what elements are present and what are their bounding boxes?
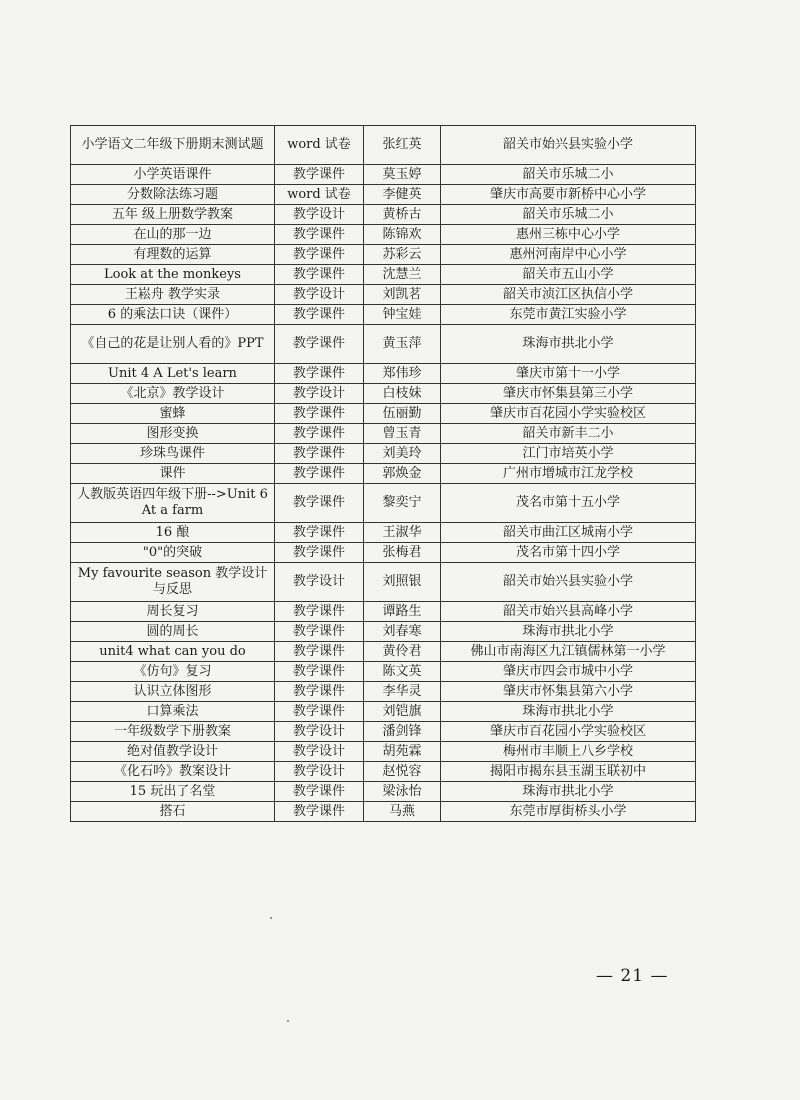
row-school-cell: 韶关市乐城二小 [441, 165, 696, 185]
table-row [71, 265, 696, 285]
row-title-cell: 周长复习 [71, 602, 275, 622]
row-type-cell: 教学设计 [275, 384, 364, 404]
row-author-cell: 王淑华 [364, 523, 441, 543]
scan-speck [270, 917, 272, 919]
row-type-cell: 教学设计 [275, 563, 364, 602]
row-author-cell: 郭焕金 [364, 464, 441, 484]
row-title-cell: 《自己的花是让别人看的》PPT [71, 325, 275, 364]
row-school-cell: 韶关市浈江区执信小学 [441, 285, 696, 305]
table-row [71, 384, 696, 404]
row-title-cell: 16 酿 [71, 523, 275, 543]
row-school-cell: 肇庆市怀集县第六小学 [441, 682, 696, 702]
row-author-cell: 李健英 [364, 185, 441, 205]
row-title-cell: 分数除法练习题 [71, 185, 275, 205]
row-title-cell: 小学语文二年级下册期末测试题 [71, 126, 275, 165]
row-title-cell: unit4 what can you do [71, 642, 275, 662]
table-row [71, 563, 696, 602]
row-title-cell: 课件 [71, 464, 275, 484]
row-type-cell: 教学设计 [275, 722, 364, 742]
row-school-cell: 茂名市第十五小学 [441, 484, 696, 523]
row-type-cell: 教学课件 [275, 305, 364, 325]
row-title-cell: 蜜蜂 [71, 404, 275, 424]
row-type-cell: 教学课件 [275, 444, 364, 464]
row-title-cell: 有理数的运算 [71, 245, 275, 265]
row-title-cell: 小学英语课件 [71, 165, 275, 185]
row-type-cell: 教学课件 [275, 622, 364, 642]
row-title-cell: Look at the monkeys [71, 265, 275, 285]
row-title-cell: 五年 级上册数学教案 [71, 205, 275, 225]
table-row [71, 523, 696, 543]
row-title-cell: 在山的那一边 [71, 225, 275, 245]
row-title-cell: "0"的突破 [71, 543, 275, 563]
row-author-cell: 刘美玲 [364, 444, 441, 464]
row-author-cell: 刘铠旗 [364, 702, 441, 722]
table-row [71, 404, 696, 424]
row-type-cell: 教学课件 [275, 464, 364, 484]
row-school-cell: 肇庆市百花园小学实验校区 [441, 722, 696, 742]
table-row [71, 364, 696, 384]
row-author-cell: 陈锦欢 [364, 225, 441, 245]
row-school-cell: 肇庆市高要市新桥中心小学 [441, 185, 696, 205]
row-school-cell: 肇庆市四会市城中小学 [441, 662, 696, 682]
row-title-cell: 王崧舟 教学实录 [71, 285, 275, 305]
row-type-cell: 教学课件 [275, 602, 364, 622]
table-row [71, 682, 696, 702]
row-type-cell: 教学设计 [275, 742, 364, 762]
row-author-cell: 张梅君 [364, 543, 441, 563]
row-school-cell: 珠海市拱北小学 [441, 622, 696, 642]
row-school-cell: 梅州市丰顺上八乡学校 [441, 742, 696, 762]
table-row [71, 543, 696, 563]
table-row [71, 225, 696, 245]
row-school-cell: 韶关市曲江区城南小学 [441, 523, 696, 543]
row-school-cell: 珠海市拱北小学 [441, 325, 696, 364]
row-school-cell: 珠海市拱北小学 [441, 702, 696, 722]
row-type-cell: 教学课件 [275, 523, 364, 543]
table-row [71, 802, 696, 822]
award-table-body [71, 126, 696, 822]
row-type-cell: 教学课件 [275, 782, 364, 802]
page-number: — 21 — [596, 966, 669, 986]
table-row [71, 205, 696, 225]
row-title-cell: 《化石吟》教案设计 [71, 762, 275, 782]
row-type-cell: 教学课件 [275, 802, 364, 822]
row-author-cell: 刘凯茗 [364, 285, 441, 305]
row-type-cell: 教学课件 [275, 265, 364, 285]
row-school-cell: 韶关市始兴县实验小学 [441, 126, 696, 165]
row-school-cell: 肇庆市怀集县第三小学 [441, 384, 696, 404]
row-author-cell: 白枝妹 [364, 384, 441, 404]
row-author-cell: 黄桥古 [364, 205, 441, 225]
table-row [71, 424, 696, 444]
row-type-cell: 教学课件 [275, 642, 364, 662]
row-type-cell: 教学设计 [275, 762, 364, 782]
table-row [71, 602, 696, 622]
table-row [71, 325, 696, 364]
table-row [71, 722, 696, 742]
row-author-cell: 马燕 [364, 802, 441, 822]
award-table [70, 125, 696, 822]
row-type-cell: word 试卷 [275, 126, 364, 165]
row-title-cell: 6 的乘法口诀（课件） [71, 305, 275, 325]
table-row [71, 464, 696, 484]
table-row [71, 305, 696, 325]
row-author-cell: 黄玉萍 [364, 325, 441, 364]
scan-speck [287, 1020, 289, 1022]
row-author-cell: 潘剑锋 [364, 722, 441, 742]
table-row [71, 185, 696, 205]
row-author-cell: 赵悦容 [364, 762, 441, 782]
table-row [71, 762, 696, 782]
row-author-cell: 张红英 [364, 126, 441, 165]
row-school-cell: 肇庆市百花园小学实验校区 [441, 404, 696, 424]
table-row [71, 782, 696, 802]
row-type-cell: 教学课件 [275, 325, 364, 364]
table-row [71, 662, 696, 682]
row-school-cell: 惠州河南岸中心小学 [441, 245, 696, 265]
row-author-cell: 郑伟珍 [364, 364, 441, 384]
row-author-cell: 莫玉婷 [364, 165, 441, 185]
table-row [71, 444, 696, 464]
row-school-cell: 佛山市南海区九江镇儒林第一小学 [441, 642, 696, 662]
row-type-cell: 教学课件 [275, 165, 364, 185]
row-school-cell: 肇庆市第十一小学 [441, 364, 696, 384]
row-author-cell: 曾玉青 [364, 424, 441, 444]
row-type-cell: 教学课件 [275, 245, 364, 265]
row-school-cell: 韶关市始兴县高峰小学 [441, 602, 696, 622]
row-title-cell: 人教版英语四年级下册-->Unit 6 At a farm [71, 484, 275, 523]
row-title-cell: 《仿句》复习 [71, 662, 275, 682]
table-row [71, 126, 696, 165]
row-school-cell: 广州市增城市江龙学校 [441, 464, 696, 484]
row-author-cell: 谭路生 [364, 602, 441, 622]
row-title-cell: 《北京》教学设计 [71, 384, 275, 404]
row-school-cell: 东莞市厚街桥头小学 [441, 802, 696, 822]
row-title-cell: Unit 4 A Let's learn [71, 364, 275, 384]
row-type-cell: 教学设计 [275, 205, 364, 225]
row-author-cell: 黄伶君 [364, 642, 441, 662]
row-title-cell: 口算乘法 [71, 702, 275, 722]
row-title-cell: 绝对值教学设计 [71, 742, 275, 762]
row-author-cell: 伍丽勤 [364, 404, 441, 424]
row-title-cell: 圆的周长 [71, 622, 275, 642]
row-type-cell: 教学课件 [275, 484, 364, 523]
row-author-cell: 胡苑霖 [364, 742, 441, 762]
row-type-cell: 教学课件 [275, 364, 364, 384]
row-type-cell: 教学课件 [275, 424, 364, 444]
row-school-cell: 江门市培英小学 [441, 444, 696, 464]
row-author-cell: 刘照银 [364, 563, 441, 602]
row-school-cell: 韶关市始兴县实验小学 [441, 563, 696, 602]
row-author-cell: 梁泳怡 [364, 782, 441, 802]
table-row [71, 285, 696, 305]
row-school-cell: 韶关市乐城二小 [441, 205, 696, 225]
row-author-cell: 刘春寒 [364, 622, 441, 642]
table-row [71, 702, 696, 722]
row-title-cell: 珍珠鸟课件 [71, 444, 275, 464]
table-row [71, 245, 696, 265]
row-school-cell: 茂名市第十四小学 [441, 543, 696, 563]
row-title-cell: 15 玩出了名堂 [71, 782, 275, 802]
row-author-cell: 沈慧兰 [364, 265, 441, 285]
row-type-cell: 教学课件 [275, 543, 364, 563]
row-title-cell: 搭石 [71, 802, 275, 822]
table-row [71, 165, 696, 185]
row-type-cell: 教学课件 [275, 225, 364, 245]
row-author-cell: 李华灵 [364, 682, 441, 702]
row-school-cell: 韶关市五山小学 [441, 265, 696, 285]
row-type-cell: word 试卷 [275, 185, 364, 205]
row-type-cell: 教学课件 [275, 404, 364, 424]
row-type-cell: 教学课件 [275, 662, 364, 682]
row-type-cell: 教学设计 [275, 285, 364, 305]
row-author-cell: 黎奕宁 [364, 484, 441, 523]
row-title-cell: 认识立体图形 [71, 682, 275, 702]
table-row [71, 642, 696, 662]
row-author-cell: 钟宝娃 [364, 305, 441, 325]
row-title-cell: My favourite season 教学设计与反思 [71, 563, 275, 602]
table-row [71, 742, 696, 762]
row-type-cell: 教学课件 [275, 702, 364, 722]
row-school-cell: 揭阳市揭东县玉湖玉联初中 [441, 762, 696, 782]
row-type-cell: 教学课件 [275, 682, 364, 702]
table-row [71, 622, 696, 642]
row-title-cell: 图形变换 [71, 424, 275, 444]
row-school-cell: 东莞市黄江实验小学 [441, 305, 696, 325]
row-school-cell: 韶关市新丰二小 [441, 424, 696, 444]
row-school-cell: 珠海市拱北小学 [441, 782, 696, 802]
row-title-cell: 一年级数学下册教案 [71, 722, 275, 742]
row-author-cell: 苏彩云 [364, 245, 441, 265]
row-school-cell: 惠州三栋中心小学 [441, 225, 696, 245]
table-row [71, 484, 696, 523]
row-author-cell: 陈文英 [364, 662, 441, 682]
